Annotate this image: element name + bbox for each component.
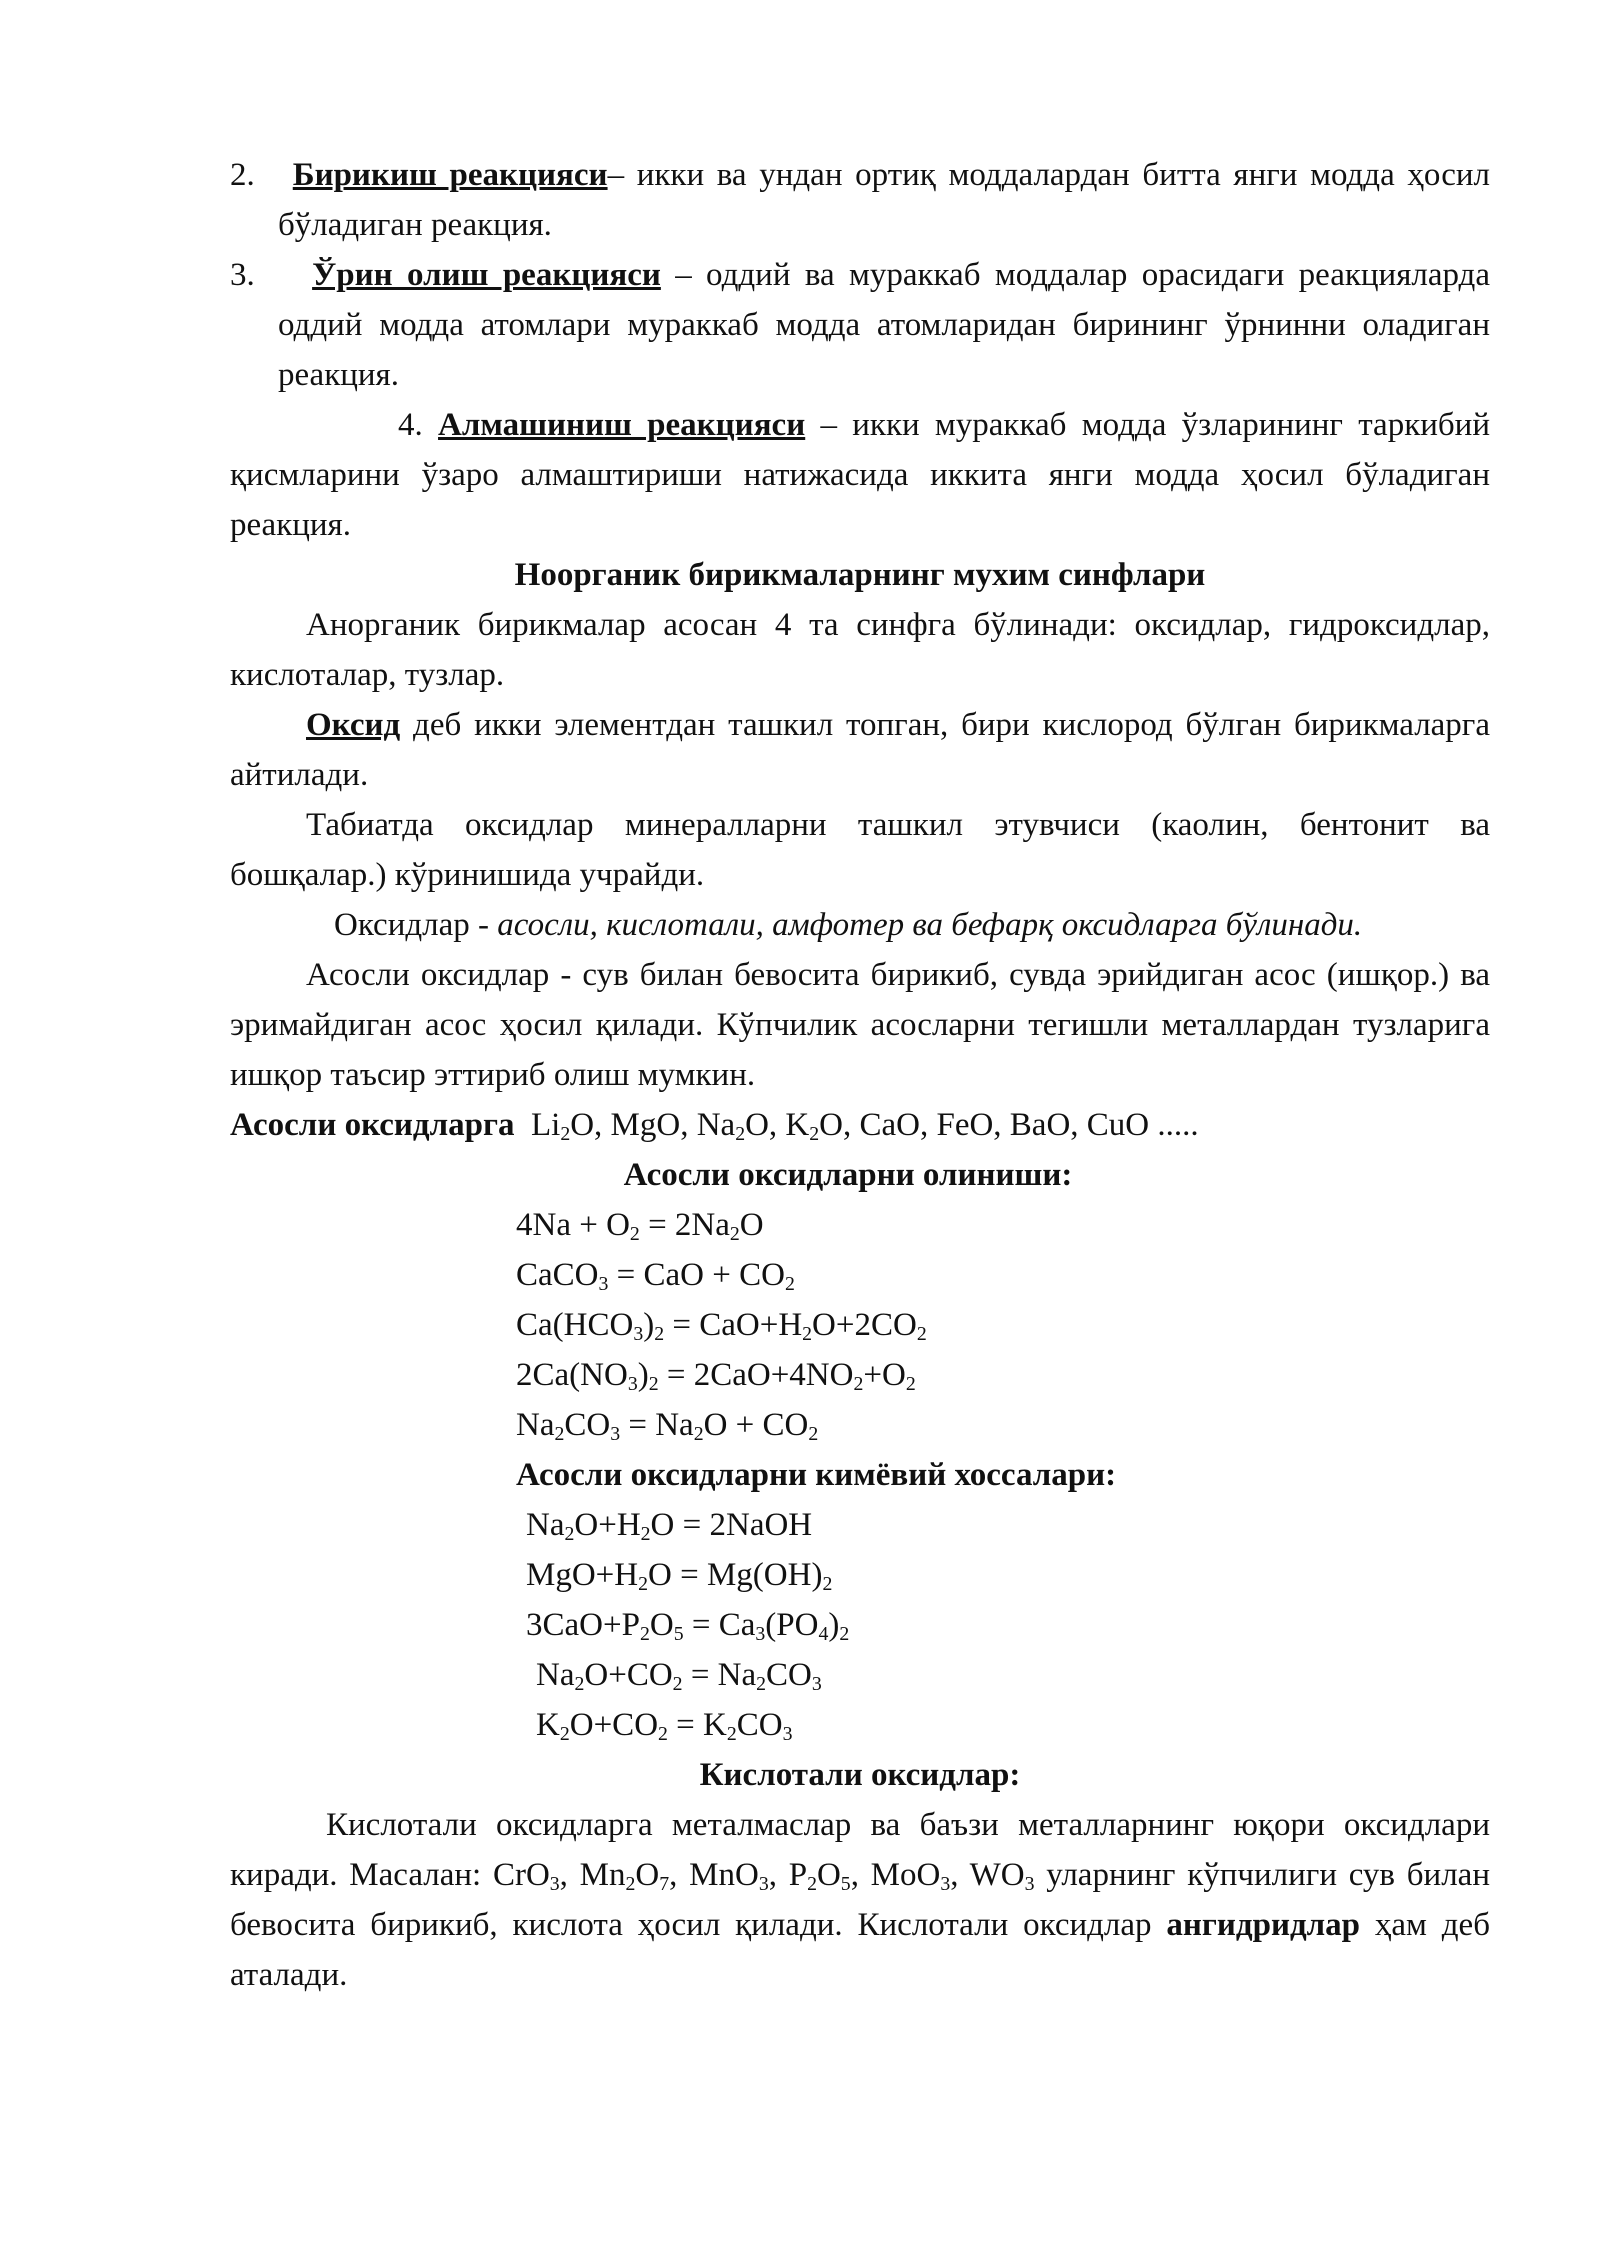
formula-text: = Na bbox=[620, 1407, 694, 1443]
subscript: 2 bbox=[654, 1322, 665, 1345]
subscript: 2 bbox=[808, 1422, 819, 1445]
equation bbox=[526, 1550, 1490, 1600]
list-item-2 bbox=[230, 150, 1490, 250]
formula-text: = 2CaO+4NO bbox=[658, 1357, 854, 1393]
subscript: 2 bbox=[756, 1672, 767, 1695]
bold-term-anhydrides: ангидридлар bbox=[1166, 1907, 1361, 1943]
subscript: 2 bbox=[916, 1322, 927, 1345]
formula-text: Na bbox=[536, 1657, 575, 1693]
formula-text: +O bbox=[863, 1357, 906, 1393]
text: Кислотали оксидларга металмаслар ва баъзи металларнинг юқори оксидлари киради. Масалан: CrO bbox=[230, 1807, 1490, 1893]
properties-heading: Асосли оксидларни кимёвий хоссалари: bbox=[516, 1457, 1117, 1493]
subscript: 3 bbox=[627, 1372, 638, 1395]
subscript: 2 bbox=[726, 1722, 737, 1745]
list-item-4 bbox=[230, 400, 1490, 550]
text: ҳам деб аталади. bbox=[230, 1907, 1490, 1993]
subscript: 2 bbox=[729, 1222, 740, 1245]
subscript: 2 bbox=[905, 1372, 916, 1395]
formula-text: (PO bbox=[765, 1607, 819, 1643]
subscript: 3 bbox=[758, 1872, 769, 1895]
term-substitution-reaction: Ўрин олиш реакцияси bbox=[312, 257, 661, 293]
equation bbox=[536, 1650, 1490, 1700]
basic-oxides-examples bbox=[230, 1100, 1490, 1150]
paragraph-oxide-definition bbox=[230, 700, 1490, 800]
subscript: 3 bbox=[755, 1622, 766, 1645]
text: , P bbox=[768, 1857, 808, 1893]
formula-text: O bbox=[649, 1607, 674, 1643]
formula-text: ) bbox=[643, 1307, 655, 1343]
examples-label: Асосли оксидларга bbox=[230, 1107, 515, 1143]
subscript: 2 bbox=[559, 1722, 570, 1745]
subscript: 2 bbox=[625, 1872, 636, 1895]
formula-text: O = 2NaOH bbox=[650, 1507, 813, 1543]
formula-text: CO bbox=[564, 1407, 611, 1443]
formula-text: Na bbox=[526, 1507, 565, 1543]
subscript: 3 bbox=[782, 1722, 793, 1745]
formula-text: O+H bbox=[574, 1507, 641, 1543]
definition-text: – оддий ва мураккаб моддалар орасидаги реакцияларда оддий модда атомлари мураккаб модда атомларидан бирининг ўрнинни оладиган реакция. bbox=[278, 257, 1490, 393]
paragraph-classes: Анорганик бирикмалар асосан 4 та синфга бўлинади: оксидлар, гидроксидлар, кислоталар, тузлар. bbox=[230, 607, 1490, 693]
formula-text: O bbox=[739, 1207, 764, 1243]
subscript: 2 bbox=[693, 1422, 704, 1445]
text: уларнинг кўпчилиги сув билан бевосита бирикиб, кислота ҳосил қилади. Кислотали оксидлар bbox=[230, 1857, 1490, 1943]
formula-text: CO bbox=[766, 1657, 812, 1693]
subscript: 2 bbox=[638, 1572, 649, 1595]
term-combination-reaction: Бирикиш реакцияси bbox=[292, 157, 608, 193]
properties-equations bbox=[230, 1500, 1490, 1750]
subscript: 2 bbox=[784, 1272, 795, 1295]
subscript: 2 bbox=[839, 1622, 850, 1645]
formula-text: = K bbox=[667, 1707, 727, 1743]
subscript: 3 bbox=[549, 1872, 560, 1895]
text: , MnO bbox=[669, 1857, 759, 1893]
subscript: 7 bbox=[659, 1872, 670, 1895]
subscript: 5 bbox=[673, 1622, 684, 1645]
equation bbox=[516, 1200, 1490, 1250]
formula-text: CaCO bbox=[516, 1257, 599, 1293]
subscript: 2 bbox=[554, 1422, 565, 1445]
formula-text: = 2Na bbox=[639, 1207, 730, 1243]
subscript: 2 bbox=[672, 1672, 683, 1695]
text: , Mn bbox=[559, 1857, 626, 1893]
definition-text: деб икки элементдан ташкил топган, бири кислород бўлган бирикмаларга айтилади. bbox=[230, 707, 1490, 793]
formula-text: O, K bbox=[745, 1107, 810, 1143]
formula-text: MgO+H bbox=[526, 1557, 639, 1593]
formula-text: O + CO bbox=[703, 1407, 809, 1443]
list-number: 3. bbox=[230, 257, 255, 293]
formula-text: = Ca bbox=[683, 1607, 756, 1643]
formula-text: = Na bbox=[682, 1657, 757, 1693]
subscript: 3 bbox=[633, 1322, 644, 1345]
subscript: 3 bbox=[811, 1672, 822, 1695]
list-number: 4. bbox=[398, 407, 423, 443]
subscript: 3 bbox=[610, 1422, 621, 1445]
subscript: 2 bbox=[853, 1372, 864, 1395]
formula-text: O+CO bbox=[584, 1657, 673, 1693]
subscript: 2 bbox=[640, 1522, 651, 1545]
formula-text: ) bbox=[828, 1607, 840, 1643]
list-item-3 bbox=[230, 250, 1490, 400]
preparation-heading: Асосли оксидларни олиниши: bbox=[623, 1157, 1073, 1193]
formula-text: 2Ca(NO bbox=[516, 1357, 628, 1393]
subscript: 2 bbox=[735, 1122, 746, 1145]
subscript: 4 bbox=[818, 1622, 829, 1645]
subscript: 2 bbox=[639, 1622, 650, 1645]
dash: – bbox=[607, 157, 625, 193]
formula-text: Na bbox=[516, 1407, 555, 1443]
formula-text: Li bbox=[530, 1107, 561, 1143]
formula-text: K bbox=[536, 1707, 560, 1743]
formula bbox=[531, 1107, 1199, 1143]
text: O bbox=[816, 1857, 841, 1893]
section-heading: Ноорганик бирикмаларнинг мухим синфлари bbox=[514, 557, 1206, 593]
acid-oxides-heading: Кислотали оксидлар: bbox=[699, 1757, 1021, 1793]
paragraph-basic-oxides: Асосли оксидлар - сув билан бевосита бирикиб, сувда эрийдиган асос (ишқор.) ва эримайдиган асос ҳосил қилади. Кўпчилик асосларни тегишли металлардан тузларига ишқор таъсир эттириб олиш мумкин. bbox=[230, 957, 1490, 1093]
equation bbox=[516, 1400, 1490, 1450]
equation bbox=[516, 1350, 1490, 1400]
subscript: 2 bbox=[560, 1122, 571, 1145]
document-page bbox=[230, 150, 1490, 2000]
formula-text: O, MgO, Na bbox=[570, 1107, 736, 1143]
subscript: 2 bbox=[564, 1522, 575, 1545]
formula-text: 3CaO+P bbox=[526, 1607, 640, 1643]
formula-text: Ca(HCO bbox=[516, 1307, 634, 1343]
paragraph-oxide-types bbox=[230, 900, 1490, 950]
term-exchange-reaction: Алмашиниш реакцияси bbox=[438, 407, 806, 443]
subscript: 2 bbox=[658, 1722, 668, 1745]
subscript: 2 bbox=[807, 1872, 817, 1895]
subscript: 2 bbox=[809, 1122, 820, 1145]
formula-text: O+2CO bbox=[812, 1307, 917, 1343]
italic-text: асосли, кислотали, амфотер ва бефарқ оксидларга бўлинади. bbox=[497, 907, 1363, 943]
equation bbox=[526, 1600, 1490, 1650]
formula-text: O+CO bbox=[569, 1707, 659, 1743]
subscript: 2 bbox=[802, 1322, 813, 1345]
equation bbox=[516, 1250, 1490, 1300]
formula-text: O, CaO, FeO, BaO, CuO ..... bbox=[819, 1107, 1199, 1143]
text: O bbox=[635, 1857, 660, 1893]
equation bbox=[526, 1500, 1490, 1550]
formula-text: = CaO+H bbox=[664, 1307, 803, 1343]
subscript: 3 bbox=[940, 1872, 951, 1895]
formula-text: O = Mg(OH) bbox=[648, 1557, 823, 1593]
preparation-equations bbox=[230, 1200, 1490, 1450]
paragraph-nature: Табиатда оксидлар минералларни ташкил этувчиси (каолин, бентонит ва бошқалар.) кўринишида учрайди. bbox=[230, 807, 1490, 893]
text: , MoO bbox=[850, 1857, 941, 1893]
subscript: 2 bbox=[574, 1672, 585, 1695]
subscript: 3 bbox=[1024, 1872, 1035, 1895]
equation bbox=[516, 1300, 1490, 1350]
term-oxide: Оксид bbox=[306, 707, 401, 743]
definition-text: – икки мураккаб модда ўзларининг таркибий қисмларини ўзаро алмаштириши натижасида иккита янги модда ҳосил бўладиган реакция. bbox=[230, 407, 1491, 543]
paragraph-acid-oxides bbox=[230, 1800, 1490, 2000]
equation bbox=[536, 1700, 1490, 1750]
formula-text: 4Na + O bbox=[516, 1207, 630, 1243]
formula-text: ) bbox=[637, 1357, 649, 1393]
text: , WO bbox=[950, 1857, 1025, 1893]
list-number: 2. bbox=[230, 157, 255, 193]
subscript: 2 bbox=[648, 1372, 659, 1395]
definition-text: икки ва ундан ортиқ моддалардан битта янги модда ҳосил бўладиган реакция. bbox=[278, 157, 1491, 243]
subscript: 2 bbox=[629, 1222, 640, 1245]
subscript: 5 bbox=[840, 1872, 851, 1895]
subscript: 2 bbox=[822, 1572, 833, 1595]
lead-text: Оксидлар - bbox=[334, 907, 498, 943]
formula-text: CO bbox=[736, 1707, 783, 1743]
subscript: 3 bbox=[598, 1272, 609, 1295]
formula-text: = CaO + CO bbox=[608, 1257, 785, 1293]
